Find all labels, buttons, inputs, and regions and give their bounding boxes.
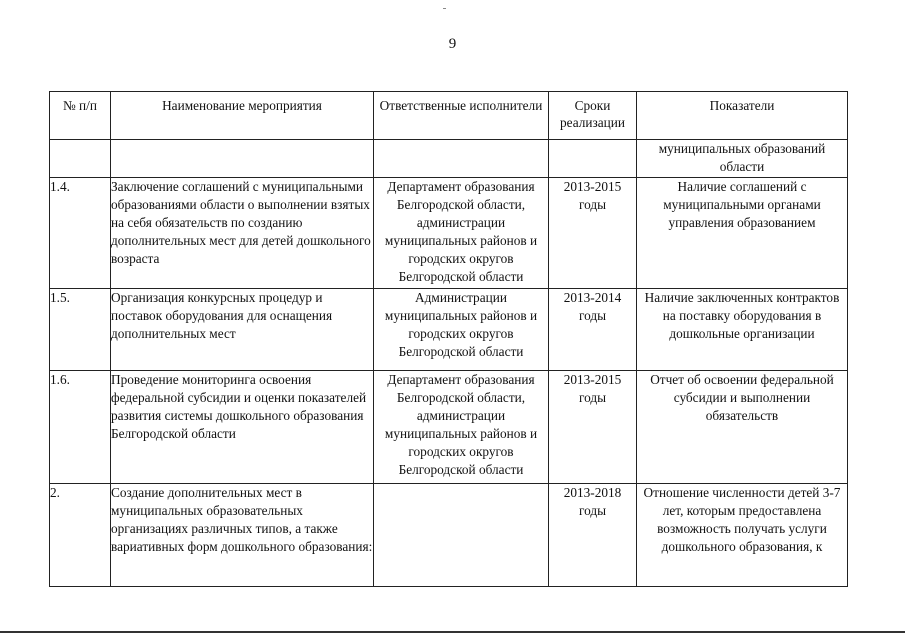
scan-speck: [443, 8, 446, 9]
activities-table: [49, 91, 848, 587]
cell-num: 1.4.: [50, 178, 111, 289]
table-row: [50, 371, 848, 484]
cell-empty: [374, 140, 549, 178]
cell-responsible: [374, 484, 549, 587]
table-row: [50, 178, 848, 289]
cell-indicator: Отчет об освоении федеральной субсидии и выполнении обязательств: [637, 371, 848, 484]
header-name: Наименование мероприятия: [111, 92, 374, 140]
cell-empty: [549, 140, 637, 178]
cell-name: Заключение соглашений с муниципальными образованиями области о выполнении взятых на себя обязательств по созданию дополнительных мест для детей дошкольного возраста: [111, 178, 374, 289]
cell-empty: [111, 140, 374, 178]
cell-terms: 2013-2015 годы: [549, 371, 637, 484]
cell-responsible: Администрации муниципальных районов и городских округов Белгородской области: [374, 289, 549, 371]
cell-terms: 2013-2014 годы: [549, 289, 637, 371]
page-number: 9: [448, 36, 457, 52]
cell-terms: 2013-2015 годы: [549, 178, 637, 289]
cell-name: Проведение мониторинга освоения федеральной субсидии и оценки показателей развития системы дошкольного образования Белгородской области: [111, 371, 374, 484]
header-terms: Сроки реализации: [549, 92, 637, 140]
table-row: [50, 289, 848, 371]
cell-name: Создание дополнительных мест в муниципальных образовательных организациях различных типов, а также вариативных форм дошкольного образования:: [111, 484, 374, 587]
cell-responsible: Департамент образования Белгородской области, администрации муниципальных районов и городских округов Белгородской области: [374, 178, 549, 289]
cell-num: 1.6.: [50, 371, 111, 484]
cell-num: 2.: [50, 484, 111, 587]
table-row-continuation: [50, 140, 848, 178]
cell-num: 1.5.: [50, 289, 111, 371]
cell-indicator: Наличие заключенных контрактов на поставку оборудования в дошкольные организации: [637, 289, 848, 371]
cell-terms: 2013-2018 годы: [549, 484, 637, 587]
cell-empty: [50, 140, 111, 178]
cell-indicator: Отношение численности детей 3-7 лет, которым предоставлена возможность получать услуги дошкольного образования, к: [637, 484, 848, 587]
page-bottom-edge: [0, 631, 905, 633]
cell-name: Организация конкурсных процедур и поставок оборудования для оснащения дополнительных мест: [111, 289, 374, 371]
table-header-row: [50, 92, 848, 140]
cell-indicator: муниципальных образований области: [637, 140, 848, 178]
cell-indicator: Наличие соглашений с муниципальными органами управления образованием: [637, 178, 848, 289]
header-num: № п/п: [50, 92, 111, 140]
table-row: [50, 484, 848, 587]
cell-responsible: Департамент образования Белгородской области, администрации муниципальных районов и городских округов Белгородской области: [374, 371, 549, 484]
header-responsible: Ответственные исполнители: [374, 92, 549, 140]
header-indicators: Показатели: [637, 92, 848, 140]
